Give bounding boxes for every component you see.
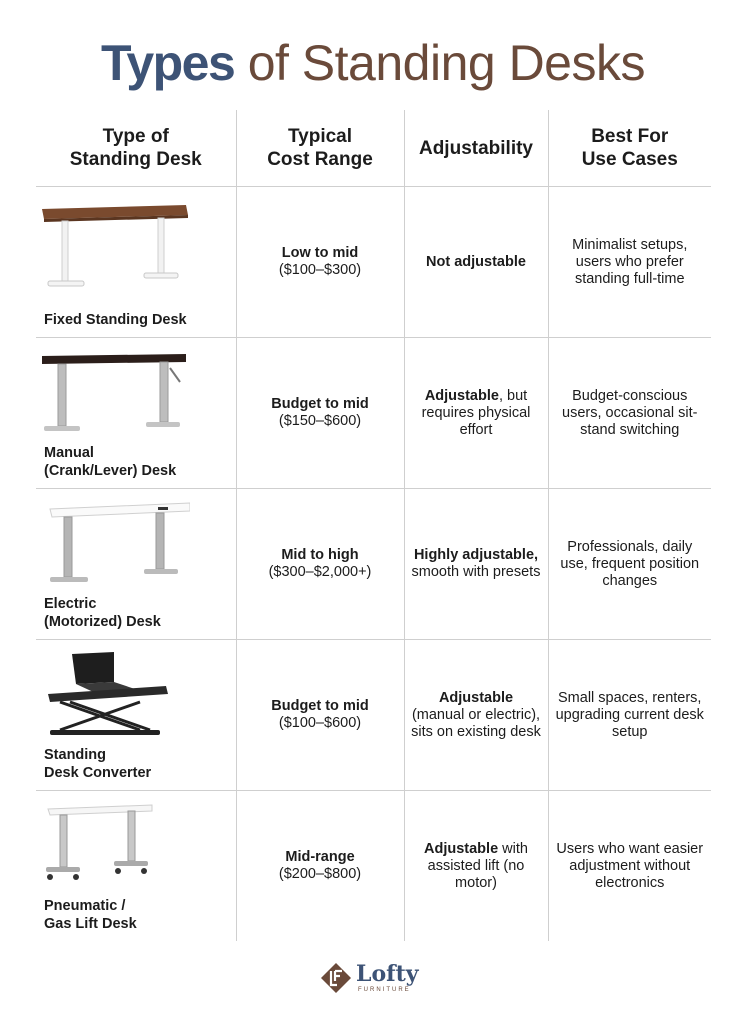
cost-cell	[236, 489, 404, 640]
table-row	[36, 187, 711, 338]
adjustability-cell	[404, 187, 548, 338]
logo-word: Lofty	[356, 961, 419, 987]
title-rest: of Standing Desks	[247, 35, 645, 91]
cost-cell	[236, 187, 404, 338]
best-for-cell: Budget-conscious users, occasional sit-stand switching	[548, 338, 711, 489]
lofty-logo-icon	[320, 962, 352, 994]
adjust-bold: Adjustable	[424, 387, 499, 404]
adjust-rest: (manual or electric), sits on existing desk	[411, 706, 541, 740]
adjust-bold: Adjustable	[424, 840, 499, 857]
page-title	[0, 26, 746, 100]
desk-cell	[36, 338, 236, 489]
adjustability-cell	[404, 338, 548, 489]
header-row	[36, 110, 711, 187]
adjust-rest: , but requires physical effort	[421, 387, 531, 438]
adjust-bold: Not adjustable	[426, 253, 526, 270]
cost-range: ($150–$600)	[278, 413, 362, 429]
desk-cell	[36, 640, 236, 791]
adjustability-cell	[404, 791, 548, 942]
desk-cell	[36, 791, 236, 942]
table-row	[36, 791, 711, 942]
pneumatic-desk-image	[40, 801, 190, 906]
adjustability-cell	[404, 640, 548, 791]
desk-name: Fixed Standing Desk	[44, 312, 187, 328]
adjust-bold: Highly adjustable,	[413, 547, 539, 563]
best-for-cell: Professionals, daily use, frequent position changes	[548, 489, 711, 640]
table-row	[36, 489, 711, 640]
best-for-cell: Minimalist setups, users who prefer standing full-time	[548, 187, 711, 338]
desk-name: Standing Desk Converter	[44, 747, 152, 781]
cost-range: ($300–$2,000+)	[268, 564, 372, 580]
desk-name: Pneumatic / Gas Lift Desk	[44, 898, 137, 932]
cost-label: Budget to mid	[271, 698, 369, 714]
desk-name: Manual (Crank/Lever) Desk	[44, 445, 177, 479]
logo-subtitle: FURNITURE	[358, 987, 411, 993]
fixed-desk-image	[40, 197, 190, 302]
desk-cell	[36, 489, 236, 640]
header-cost: Typical Cost Range	[236, 110, 404, 187]
best-for-cell: Small spaces, renters, upgrading current desk setup	[548, 640, 711, 791]
cost-range: ($100–$300)	[278, 262, 362, 278]
best-for-cell: Users who want easier adjustment without electronics	[548, 791, 711, 942]
cost-range: ($100–$600)	[278, 715, 362, 731]
table-row	[36, 640, 711, 791]
cost-label: Budget to mid	[271, 396, 369, 412]
header-adjustability: Adjustability	[404, 110, 548, 187]
table-row	[36, 338, 711, 489]
desk-converter-image	[40, 650, 190, 755]
cost-label: Mid-range	[285, 849, 355, 865]
comparison-table	[36, 110, 711, 941]
cost-label: Mid to high	[281, 547, 359, 563]
cost-cell	[236, 640, 404, 791]
cost-cell	[236, 791, 404, 942]
adjust-bold: Adjustable	[438, 689, 514, 706]
header-type: Type of Standing Desk	[36, 110, 236, 187]
electric-desk-image	[40, 499, 190, 604]
manual-desk-image	[40, 348, 190, 453]
lofty-logo	[318, 960, 430, 1000]
adjustability-cell	[404, 489, 548, 640]
cost-range: ($200–$800)	[278, 866, 362, 882]
desk-cell	[36, 187, 236, 338]
adjust-rest: smooth with presets	[411, 564, 541, 580]
title-bold: Types	[101, 35, 235, 91]
desk-name: Electric (Motorized) Desk	[44, 596, 161, 630]
cost-label: Low to mid	[281, 245, 359, 261]
cost-cell	[236, 338, 404, 489]
adjust-rest: with assisted lift (no motor)	[427, 840, 528, 891]
header-best-for: Best For Use Cases	[548, 110, 711, 187]
